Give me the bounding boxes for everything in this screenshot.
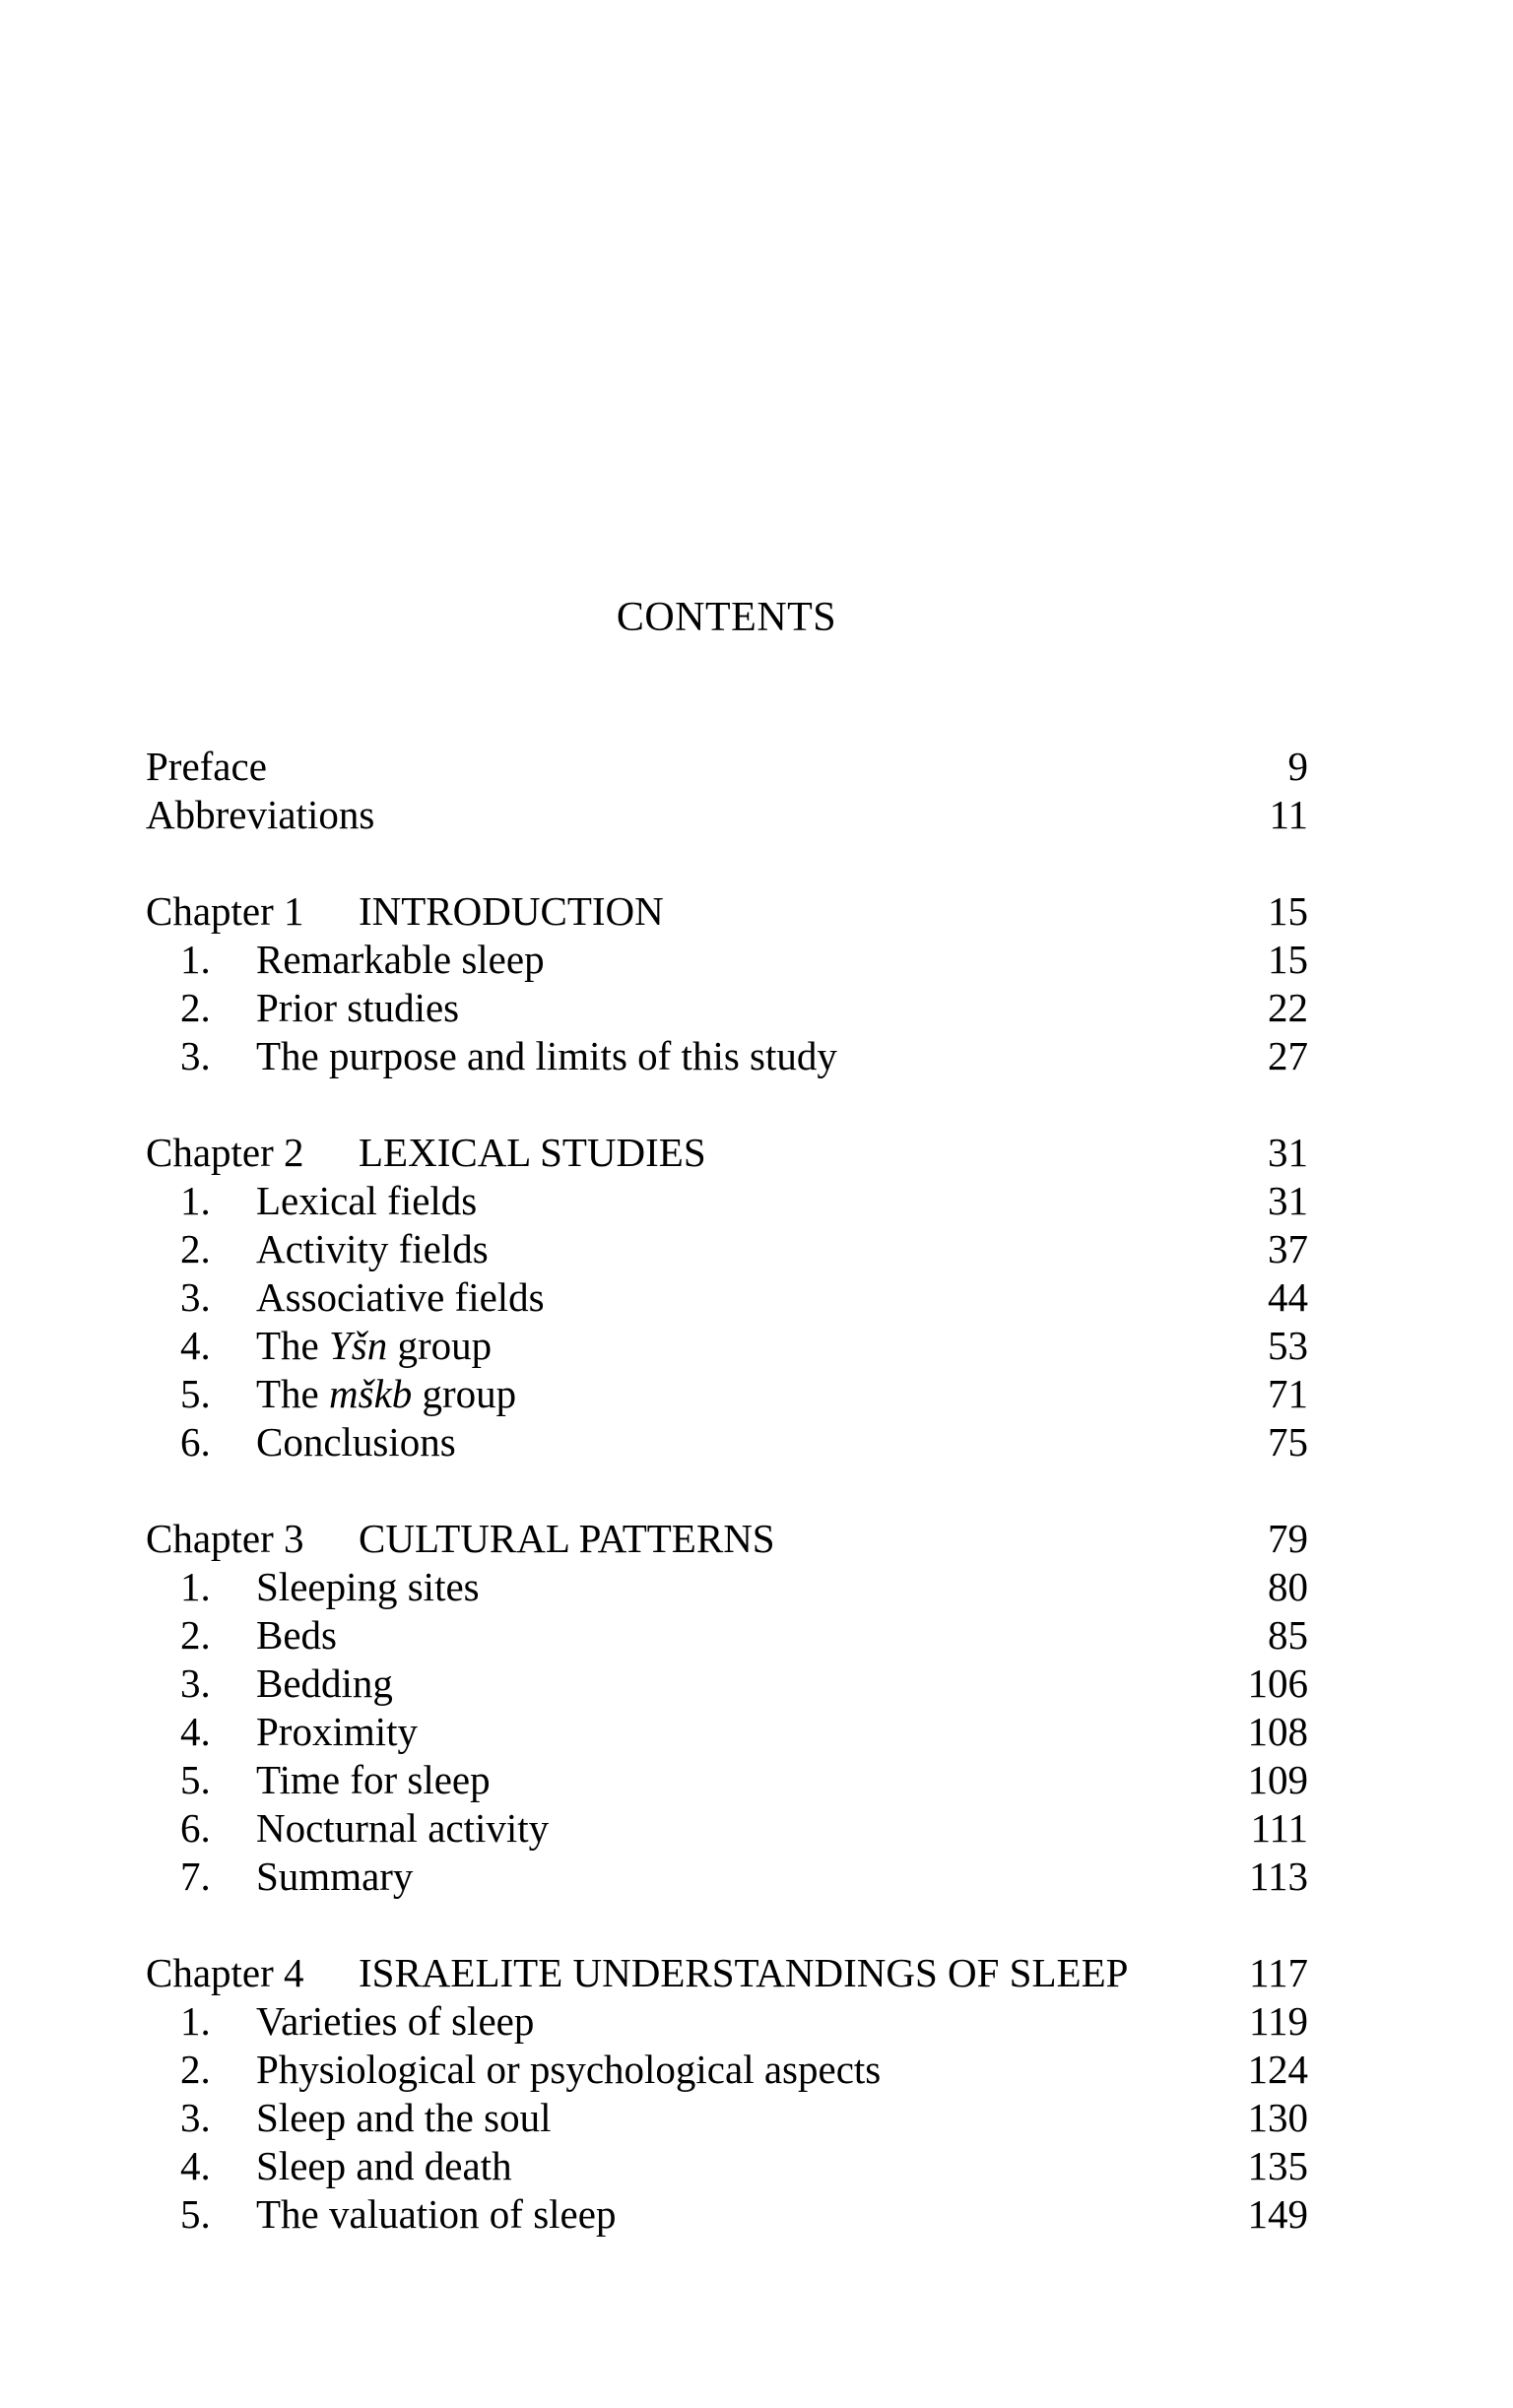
page-title: CONTENTS bbox=[616, 595, 837, 640]
section-page: 80 bbox=[1268, 1564, 1308, 1609]
section-title: Time for sleep bbox=[256, 1757, 491, 1802]
section-page: 149 bbox=[1247, 2191, 1308, 2237]
section-entry[interactable] bbox=[146, 1756, 1308, 1804]
chapter-page: 117 bbox=[1249, 1950, 1308, 1995]
section-title bbox=[256, 1322, 492, 1370]
chapter-heading-4[interactable] bbox=[146, 1949, 1308, 1997]
section-page: 109 bbox=[1247, 1757, 1308, 1802]
section-title: Sleeping sites bbox=[256, 1564, 480, 1609]
section-number: 7. bbox=[180, 1854, 211, 1899]
section-entry[interactable] bbox=[146, 2094, 1308, 2142]
section-number: 1. bbox=[180, 1178, 211, 1223]
section-title: Physiological or psychological aspects bbox=[256, 2047, 882, 2092]
chapter-label: Chapter 2 bbox=[146, 1130, 304, 1175]
spacer bbox=[146, 1080, 1308, 1129]
section-number: 6. bbox=[180, 1419, 211, 1464]
section-entry[interactable] bbox=[146, 1418, 1308, 1466]
section-page: 113 bbox=[1249, 1854, 1308, 1899]
section-title: The purpose and limits of this study bbox=[256, 1033, 837, 1078]
section-number: 1. bbox=[180, 937, 211, 982]
section-title: Activity fields bbox=[256, 1226, 489, 1271]
section-number: 2. bbox=[180, 2047, 211, 2092]
section-page: 27 bbox=[1268, 1033, 1308, 1078]
section-entry[interactable] bbox=[146, 1032, 1308, 1080]
section-number: 5. bbox=[180, 1757, 211, 1802]
section-entry[interactable] bbox=[146, 1853, 1308, 1901]
section-title: Proximity bbox=[256, 1709, 419, 1754]
section-entry[interactable] bbox=[146, 1997, 1308, 2046]
spacer bbox=[146, 1901, 1308, 1949]
section-entry[interactable] bbox=[146, 1177, 1308, 1225]
section-page: 130 bbox=[1247, 2095, 1308, 2140]
section-title-suffix: group bbox=[412, 1371, 517, 1416]
section-entry[interactable] bbox=[146, 936, 1308, 984]
section-title-prefix: The bbox=[256, 1323, 329, 1368]
section-entry[interactable] bbox=[146, 1611, 1308, 1660]
section-page: 44 bbox=[1268, 1274, 1308, 1320]
chapter-title: INTRODUCTION bbox=[359, 888, 664, 934]
section-number: 4. bbox=[180, 2143, 211, 2188]
section-page: 85 bbox=[1268, 1612, 1308, 1658]
section-title: Sleep and death bbox=[256, 2143, 512, 2188]
entry-label: Abbreviations bbox=[146, 792, 375, 837]
section-entry[interactable] bbox=[146, 1660, 1308, 1708]
chapter-page: 31 bbox=[1268, 1130, 1308, 1175]
toc-entry-abbreviations[interactable] bbox=[146, 791, 1308, 839]
table-of-contents bbox=[146, 743, 1308, 2239]
section-title: Prior studies bbox=[256, 985, 460, 1030]
section-number: 2. bbox=[180, 1612, 211, 1658]
section-number: 1. bbox=[180, 1998, 211, 2044]
section-entry[interactable] bbox=[146, 2142, 1308, 2190]
chapter-title: LEXICAL STUDIES bbox=[359, 1130, 706, 1175]
section-number: 5. bbox=[180, 1371, 211, 1416]
section-title: The valuation of sleep bbox=[256, 2191, 617, 2237]
chapter-title: ISRAELITE UNDERSTANDINGS OF SLEEP bbox=[359, 1950, 1129, 1995]
section-title: Beds bbox=[256, 1612, 337, 1658]
section-title-prefix: The bbox=[256, 1371, 329, 1416]
section-title: Nocturnal activity bbox=[256, 1805, 550, 1851]
section-entry[interactable] bbox=[146, 2046, 1308, 2094]
section-title: Remarkable sleep bbox=[256, 937, 545, 982]
section-number: 4. bbox=[180, 1709, 211, 1754]
section-number: 2. bbox=[180, 985, 211, 1030]
section-number: 3. bbox=[180, 2095, 211, 2140]
section-title-italic-term: Yšn bbox=[329, 1323, 388, 1368]
section-page: 119 bbox=[1249, 1998, 1308, 2044]
section-entry[interactable] bbox=[146, 1322, 1308, 1370]
entry-page: 9 bbox=[1287, 744, 1308, 789]
section-title: Lexical fields bbox=[256, 1178, 478, 1223]
section-number: 4. bbox=[180, 1323, 211, 1368]
chapter-heading-2[interactable] bbox=[146, 1129, 1308, 1177]
section-title: Summary bbox=[256, 1854, 414, 1899]
section-title: Varieties of sleep bbox=[256, 1998, 535, 2044]
section-page: 22 bbox=[1268, 985, 1308, 1030]
section-page: 75 bbox=[1268, 1419, 1308, 1464]
section-title: Bedding bbox=[256, 1660, 393, 1706]
section-page: 111 bbox=[1250, 1805, 1308, 1851]
section-page: 37 bbox=[1268, 1226, 1308, 1271]
chapter-label: Chapter 1 bbox=[146, 888, 304, 934]
section-page: 124 bbox=[1247, 2047, 1308, 2092]
section-page: 31 bbox=[1268, 1178, 1308, 1223]
section-entry[interactable] bbox=[146, 1708, 1308, 1756]
section-page: 135 bbox=[1247, 2143, 1308, 2188]
section-title: Sleep and the soul bbox=[256, 2095, 552, 2140]
entry-label: Preface bbox=[146, 744, 267, 789]
section-number: 3. bbox=[180, 1274, 211, 1320]
chapter-label: Chapter 4 bbox=[146, 1950, 304, 1995]
section-page: 71 bbox=[1268, 1371, 1308, 1416]
section-title bbox=[256, 1370, 516, 1418]
chapter-title: CULTURAL PATTERNS bbox=[359, 1516, 775, 1561]
toc-entry-preface[interactable] bbox=[146, 743, 1308, 791]
section-page: 15 bbox=[1268, 937, 1308, 982]
section-number: 2. bbox=[180, 1226, 211, 1271]
section-entry[interactable] bbox=[146, 1225, 1308, 1273]
chapter-label: Chapter 3 bbox=[146, 1516, 304, 1561]
section-entry[interactable] bbox=[146, 2190, 1308, 2239]
section-entry[interactable] bbox=[146, 1563, 1308, 1611]
section-number: 5. bbox=[180, 2191, 211, 2237]
section-title-suffix: group bbox=[387, 1323, 493, 1368]
chapter-heading-1[interactable] bbox=[146, 887, 1308, 936]
entry-page: 11 bbox=[1269, 792, 1308, 837]
section-title: Associative fields bbox=[256, 1274, 545, 1320]
section-number: 3. bbox=[180, 1660, 211, 1706]
section-entry[interactable] bbox=[146, 1370, 1308, 1418]
chapter-page: 79 bbox=[1268, 1516, 1308, 1561]
section-entry[interactable] bbox=[146, 1804, 1308, 1853]
chapter-heading-3[interactable] bbox=[146, 1515, 1308, 1563]
section-number: 1. bbox=[180, 1564, 211, 1609]
chapter-page: 15 bbox=[1268, 888, 1308, 934]
spacer bbox=[146, 839, 1308, 887]
section-number: 6. bbox=[180, 1805, 211, 1851]
section-page: 108 bbox=[1247, 1709, 1308, 1754]
section-number: 3. bbox=[180, 1033, 211, 1078]
section-page: 106 bbox=[1247, 1660, 1308, 1706]
section-title: Conclusions bbox=[256, 1419, 456, 1464]
section-entry[interactable] bbox=[146, 1273, 1308, 1322]
section-title-italic-term: mškb bbox=[329, 1371, 413, 1416]
section-page: 53 bbox=[1268, 1323, 1308, 1368]
section-entry[interactable] bbox=[146, 984, 1308, 1032]
spacer bbox=[146, 1466, 1308, 1515]
